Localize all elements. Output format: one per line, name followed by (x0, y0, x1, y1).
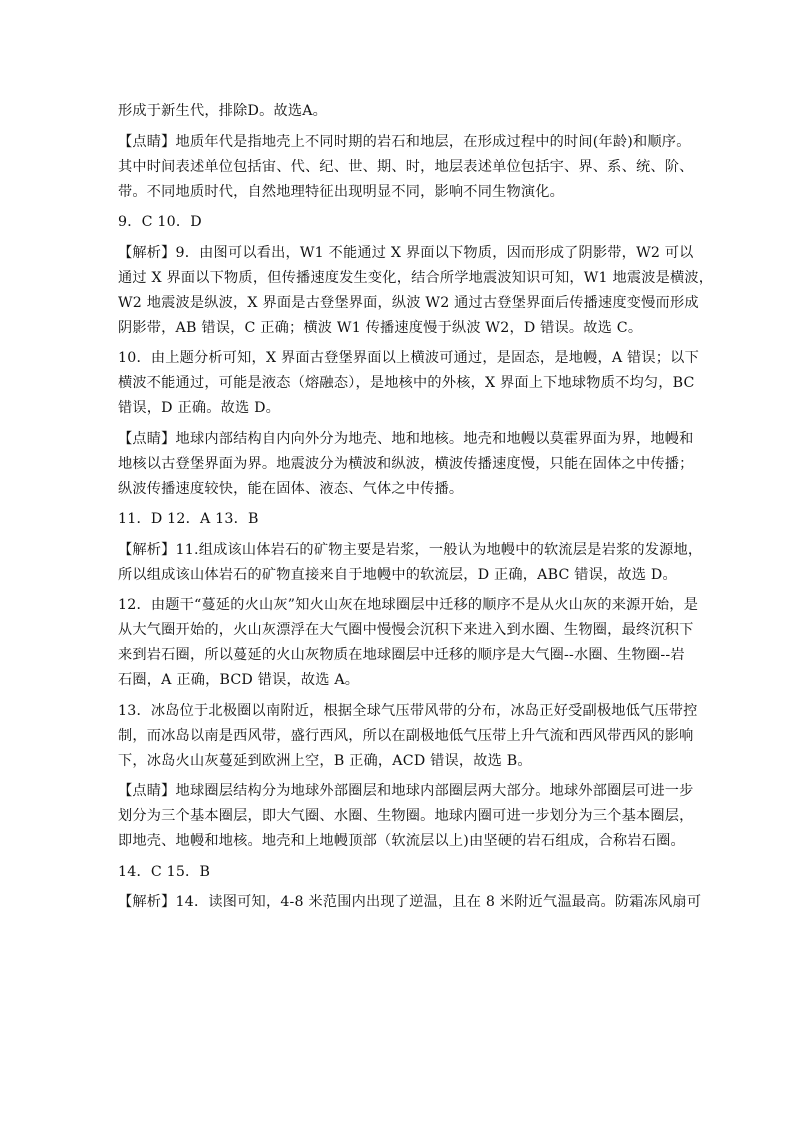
paragraph (118, 427, 694, 502)
text-line: 12．由题干“蔓延的火山灰”知火山灰在地球圈层中迁移的顺序不是从火山灰的来源开始，是 (118, 597, 699, 613)
document-body (118, 99, 714, 921)
text-line: 纵波传播速度较快，能在固体、液态、气体之中传播。 (118, 480, 464, 497)
text-line: 横波不能通过，可能是液态（熔融态），是地核中的外核，X 界面上下地球物质不均匀，BC (118, 375, 695, 391)
text-line: 9．C 10．D (118, 214, 202, 230)
paragraph (118, 890, 702, 915)
text-line: 错误，D 正确。故选 D。 (118, 400, 281, 416)
text-line: 从大气圈开始的，火山灰漂浮在大气圈中慢慢会沉积下来进入到水圈、生物圈，最终沉积下 (118, 622, 694, 638)
text-line: 【点睛】地球内部结构自内向外分为地壳、地和地核。地壳和地幔以莫霍界面为界，地幔和 (118, 430, 694, 447)
text-line: 【解析】9．由图可以看出，W1 不能通过 X 界面以下物质，因而形成了阴影带，W2 可以 (118, 244, 694, 261)
text-line: 划分为三个基本圈层，即大气圈、水圈、生物圈。地球内圈可进一步划分为三个基本圈层， (118, 808, 694, 824)
text-line: 【点睛】地质年代是指地壳上不同时期的岩石和地层，在形成过程中的时间(年龄)和顺序。 (118, 133, 691, 150)
paragraph (118, 699, 698, 774)
paragraph (118, 860, 678, 885)
text-line: 带。不同地质时代，自然地理特征出现明显不同，影响不同生物演化。 (118, 183, 565, 200)
paragraph (118, 538, 703, 588)
paragraph (118, 346, 699, 421)
text-line: 形成于新生代，排除D。故选A。 (118, 103, 328, 119)
text-line: 所以组成该山体岩石的矿物直接来自于地幔中的软流层，D 正确，ABC 错误，故选 D。 (118, 566, 677, 583)
paragraph (118, 130, 694, 205)
text-line: 地核以古登堡界面为界。地震波分为横波和纵波，横波传播速度慢，只能在固体之中传播； (118, 455, 694, 472)
text-line: 石圈，A 正确，BCD 错误，故选 A。 (118, 672, 360, 688)
text-line: 【解析】14．读图可知，4-8 米范围内出现了逆温，且在 8 米附近气温最高。防霜冻风扇可 (118, 894, 702, 910)
text-line: 14．C 15．B (118, 863, 211, 880)
text-line: 11．D 12．A 13．B (118, 511, 259, 527)
text-line: 通过 X 界面以下物质，但传播速度发生变化，结合所学地震波知识可知，W1 地震波是横波， (118, 269, 714, 286)
paragraph (118, 241, 714, 341)
text-line: 【解析】11.组成该山体岩石的矿物主要是岩浆，一般认为地幔中的软流层是岩浆的发源地， (118, 541, 703, 558)
text-line: 阴影带，AB 错误，C 正确；横波 W1 传播速度慢于纵波 W2，D 错误。故选 C。 (118, 319, 643, 336)
text-line: 制，而冰岛以南是西风带，盛行西风，所以在副极地低气压带上升气流和西风带西风的影响 (118, 727, 694, 744)
text-line: 下，冰岛火山灰蔓延到欧洲上空，B 正确，ACD 错误，故选 B。 (118, 752, 532, 769)
paragraph (118, 210, 678, 235)
text-line: 其中时间表述单位包括宙、代、纪、世、期、时，地层表述单位包括宇、界、系、统、阶、 (118, 158, 694, 175)
paragraph (118, 99, 678, 124)
text-line: 【点睛】地球圈层结构分为地球外部圈层和地球内部圈层两大部分。地球外部圈层可进一步 (118, 783, 694, 799)
paragraph (118, 507, 678, 532)
text-line: 即地壳、地幔和地核。地壳和上地幔顶部（软流层以上)由坚硬的岩石组成，合称岩石圈。 (118, 833, 685, 849)
text-line: 来到岩石圈，所以蔓延的火山灰物质在地球圈层中迁移的顺序是大气圈--水圈、生物圈--岩 (118, 647, 685, 663)
paragraph (118, 779, 694, 854)
text-line: W2 地震波是纵波，X 界面是古登堡界面，纵波 W2 通过古登堡界面后传播速度变慢而形成 (118, 294, 699, 311)
text-line: 10．由上题分析可知，X 界面古登堡界面以上横波可通过，是固态，是地幔，A 错误；以下 (118, 350, 699, 366)
text-line: 13．冰岛位于北极圈以南附近，根据全球气压带风带的分布，冰岛正好受副极地低气压带控 (118, 702, 698, 719)
paragraph (118, 593, 699, 693)
